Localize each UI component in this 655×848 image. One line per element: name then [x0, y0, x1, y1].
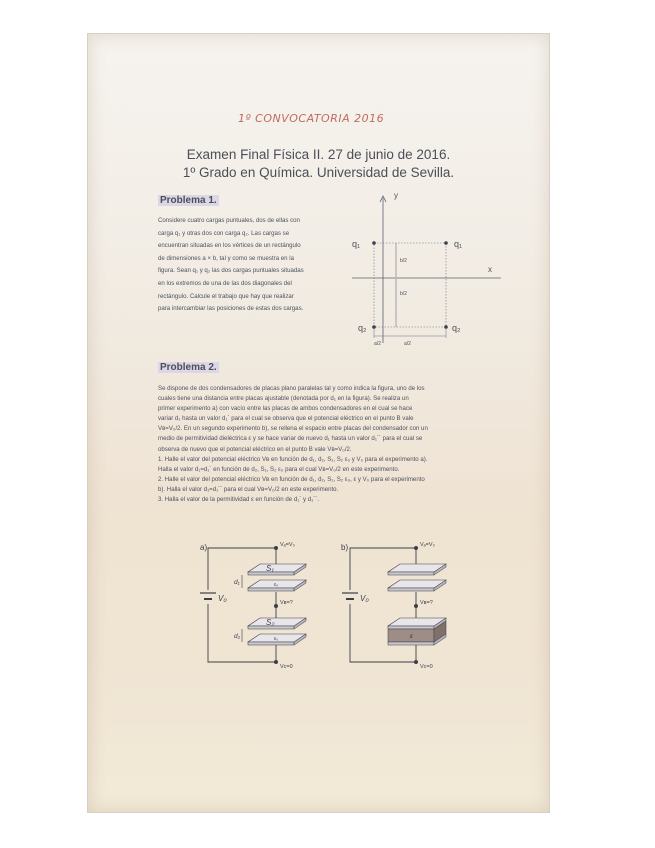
q1-label: q₁ [352, 239, 361, 249]
vc-label: Vᴄ=0 [420, 664, 433, 670]
a-half-label: a/2 [374, 341, 381, 347]
problem2-line: 1. Halle el valor del potencial eléctrico Vʙ en función de d₁, d₂, S₁, S₂ ε₀ y V₀ para el experimento a). [158, 455, 428, 463]
problem1-line: para intercambiar las posiciones de estas dos cargas. [158, 305, 304, 313]
problem2-line: observa de nuevo que el potencial eléctrico en el punto B vale Vʙ=V₀/2. [158, 445, 352, 453]
problem2-line: Vʙ=V₀/2. En un segundo experimento b), se rellena el espacio entre placas del condensador con un [158, 425, 428, 433]
b-half-label: b/2 [400, 291, 407, 297]
problem1-line: figura. Sean q₁ y q₂ las dos cargas puntuales situadas [158, 267, 304, 275]
d1-label: d₁ [234, 579, 240, 586]
problem1-line: rectángulo. Calcule el trabajo que hay que realizar [158, 292, 294, 300]
vb-label: Vʙ=? [280, 600, 293, 606]
problem1-line: carga q₁ y otras dos con carga q₂. Las cargas se [158, 229, 290, 237]
handwritten-note: 1º CONVOCATORIA 2016 [238, 112, 385, 125]
q2-label: q₂ [358, 323, 367, 333]
label-a: a) [200, 543, 208, 552]
problem2-line: cuales tiene una distancia entre placas ajustable (denotada por d₁ en la figura). Se realiza un [158, 395, 409, 403]
label-b: b) [341, 543, 349, 552]
capacitors-circuit-figure [196, 534, 486, 684]
problem1-text [158, 215, 338, 316]
v0-label: V₀ [218, 594, 227, 603]
problem2-line: Se dispone de dos condensadores de placas plano paralelas tal y como indica la figura, uno de los [158, 385, 425, 392]
eps-label: ε [410, 634, 413, 640]
problem2-line: 3. Halla el valor de la permitividad ε en función de d₁´ y d₁´´. [158, 496, 319, 504]
exam-sheet [88, 34, 549, 812]
eps0-label: ε₀ [274, 582, 279, 588]
s1-label: S₁ [266, 564, 274, 573]
b-half-label: b/2 [400, 258, 407, 264]
problem1-line: en los extremos de una de las dos diagonales del [158, 279, 292, 287]
charges-rectangle-figure [346, 188, 506, 348]
x-axis-label: x [488, 265, 492, 274]
problem2-text [158, 384, 494, 505]
problem2-line: primer experimento a) con vacío entre las placas de ambos condensadores en el cual se hace [158, 405, 413, 413]
s2-label: S₂ [266, 618, 275, 627]
q2-label: q₂ [452, 323, 461, 333]
y-axis-label: y [394, 191, 398, 200]
exam-subtitle: 1º Grado en Química. Universidad de Sevilla. [182, 165, 455, 180]
va-label: Vₐ=V₀ [420, 542, 435, 548]
q1-label: q₁ [454, 239, 463, 249]
problem2-line: variar d₁ hasta un valor d₁´ para el cual se observa que el potencial eléctrico en el punto B vale [158, 415, 414, 423]
vb-label: Vʙ=? [420, 600, 433, 606]
problem1-line: de dimensiones a × b, tal y como se muestra en la [158, 254, 294, 262]
problem2-heading: Problema 2. [160, 362, 217, 373]
problem2-line: Halla el valor d₁=d₁´ en función de d₂, S₁, S₂ ε₀ para el cual Vʙ=V₀/2 en este experimento. [158, 465, 400, 473]
a-half-label: a/2 [404, 341, 411, 347]
d2-label: d₂ [234, 633, 241, 640]
problem2-line: medio de permitividad dieléctrica ε y se hace variar de nuevo d₁ hasta un valor d₁´´ para el cual se [158, 435, 423, 443]
problem1-line: encuentran situadas en los vértices de un rectángulo [158, 242, 301, 250]
problem1-heading: Problema 1. [160, 195, 217, 206]
problem2-line: 2. Halle el valor del potencial eléctrico Vʙ en función de d₁, d₂, S₁, S₂ ε₀, ε y V₀ para el experimento [158, 475, 425, 483]
problem2-line: b). Halla el valor d₁=d₁´´ para el cual Vʙ=V₀/2 en este experimento. [158, 485, 339, 493]
v0-label: V₀ [360, 594, 369, 603]
exam-title: Examen Final Física II. 27 de junio de 2016. [186, 147, 451, 162]
problem1-line: Considere cuatro cargas puntuales, dos de ellas con [158, 217, 300, 224]
eps0-label: ε₀ [274, 636, 279, 642]
va-label: Vₐ=V₀ [280, 542, 295, 548]
vc-label: Vᴄ=0 [280, 664, 293, 670]
